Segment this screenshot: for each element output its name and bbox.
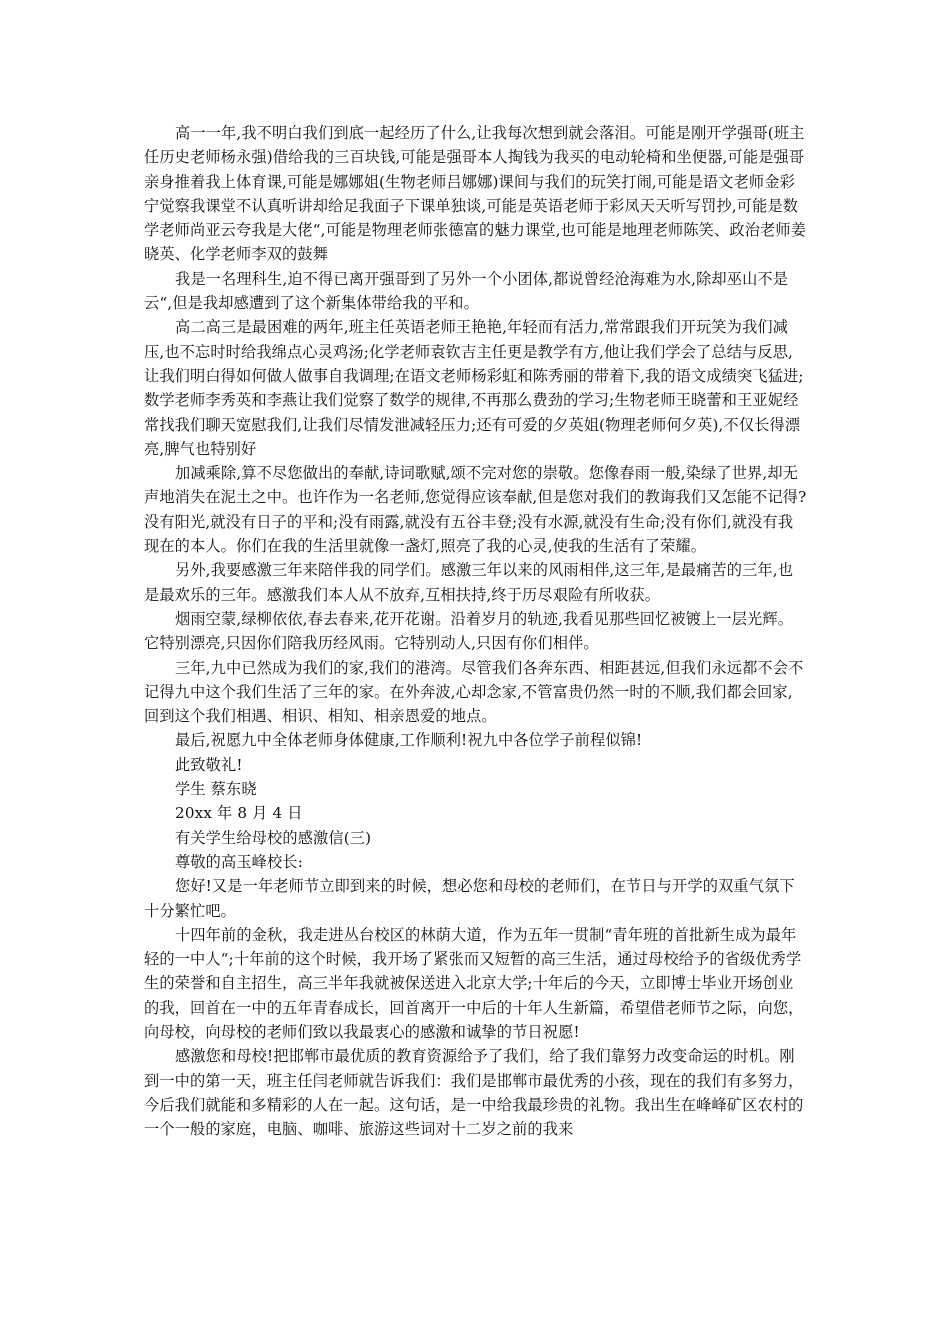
paragraph-gratitude-teachers: 加减乘除,算不尽您做出的奉献,诗词歌赋,颂不完对您的崇敬。您像春雨一般,染绿了世界,却无声地消失在泥土之中。也许作为一名老师,您觉得应该奉献,但是您对我们的教诲我们又怎能不记得?没有阳光,就没有日子的平和;没有雨露,就没有五谷丰登;没有水源,就没有生命;没有你们,就没有我现在的本人。你们在我的生活里就像一盏灯,照亮了我的心灵,使我的生活有了荣耀。	[144, 464, 807, 556]
paragraph-memories: 烟雨空蒙,绿柳依依,春去春来,花开花谢。沿着岁月的轨迹,我看见那些回忆被镀上一层光辉。它特别漂亮,只因你们陪我历经风雨。它特别动人,只因有你们相伴。	[144, 609, 794, 653]
paragraph-teachers-day: 您好!又是一年老师节立即到来的时候，想必您和母校的老师们，在节日与开学的双重气氛下十分繁忙吧。	[144, 877, 795, 920]
paragraph-gaoyi: 高一一年,我不明白我们到底一起经历了什么,让我每次想到就会落泪。可能是刚开学强哥(班主任历史老师杨永强)借给我的三百块钱,可能是强哥本人掏钱为我买的电动轮椅和坐便器,可能是强哥亲身推着我上体育课,可能是娜娜姐(生物老师吕娜娜)课间与我们的玩笑打闹,可能是语文老师金彩宁觉察我课堂不认真听讲却给足我面子下课单独谈,可能是英语老师于彩凤天天听写罚抄,可能是数学老师尚亚云夸我是大佬“,可能是物理老师张德富的魅力课堂,也可能是地理老师陈笑、政治老师姜晓英、化学老师李双的鼓舞	[144, 124, 807, 264]
closing-salutation: 此致敬礼!	[175, 755, 243, 774]
section-title-letter-three: 有关学生给母校的感激信(三)	[175, 828, 372, 847]
greeting-principal: 尊敬的高玉峰校长:	[175, 852, 303, 871]
signature-student: 学生 蔡东晓	[175, 780, 257, 799]
paragraph-gaoer-gaosan: 高二高三是最困难的两年,班主任英语老师王艳艳,年轻而有活力,常常跟我们开玩笑为我们减压,也不忘时时给我绵点心灵鸡汤;化学老师袁钦吉主任更是教学有方,他让我们学会了总结与反思,让我们明白得如何做人做事自我调理;在语文老师杨彩虹和陈秀丽的带着下,我的语文成绩突飞猛进;数学老师李秀英和李燕让我们觉察了数学的规律,不再那么费劲的学习;生物老师王晓蕾和王亚妮经常找我们聊天宽慰我们,让我们尽情发泄减轻压力;还有可爱的夕英姐(物理老师何夕英),不仅长得漂亮,脾气也特别好	[144, 318, 804, 458]
letter-date: 20xx 年 8 月 4 日	[175, 804, 303, 823]
paragraph-thanks-school: 感激您和母校!把邯郸市最优质的教育资源给予了我们，给了我们靠努力改变命运的时机。刚到一中的第一天，班主任闫老师就告诉我们：我们是邯郸市最优秀的小孩，现在的我们有多努力，今后我们就能和多精彩的人在一起。这句话，是一中给我最珍贵的礼物。我出生在峰峰矿区农村的一个一般的家庭，电脑、咖啡、旅游这些词对十二岁之前的我来	[144, 1047, 804, 1139]
paragraph-fourteen-years: 十四年前的金秋，我走进丛台校区的林荫大道，作为五年一贯制“青年班的首批新生成为最年轻的一中人“;十年前的这个时候，我开场了紧张而又短暂的高三生活，通过母校给予的省级优秀学生的荣誉和自主招生，高三半年我就被保送进入北京大学;十年后的今天，立即博士毕业开场创业的我，回首在一中的五年青春成长，回首离开一中后的十年人生新篇，希望借老师节之际，向您，向母校，向母校的老师们致以我最衷心的感激和诚挚的节日祝愿!	[144, 925, 804, 1041]
paragraph-classmates: 另外,我要感激三年来陪伴我的同学们。感激三年以来的风雨相伴,这三年,是最痛苦的三年,也是最欢乐的三年。感激我们本人从不放弃,互相扶持,终于历尽艰险有所收获。	[144, 561, 794, 604]
paragraph-home: 三年,九中已然成为我们的家,我们的港湾。尽管我们各奔东西、相距甚远,但我们永远都不会不记得九中这个我们生活了三年的家。在外奔波,心却念家,不管富贵仍然一时的不顺,我们都会回家,回到这个我们相遇、相识、相知、相亲恩爱的地点。	[144, 658, 804, 726]
paragraph-like-student: 我是一名理科生,迫不得已离开强哥到了另外一个小团体,都说曾经沧海难为水,除却巫山不是云“,但是我却感遭到了这个新集体带给我的平和。	[144, 269, 789, 313]
document-page	[144, 121, 808, 1141]
paragraph-final-wishes: 最后,祝愿九中全体老师身体健康,工作顺利!祝九中各位学子前程似锦!	[175, 731, 643, 750]
